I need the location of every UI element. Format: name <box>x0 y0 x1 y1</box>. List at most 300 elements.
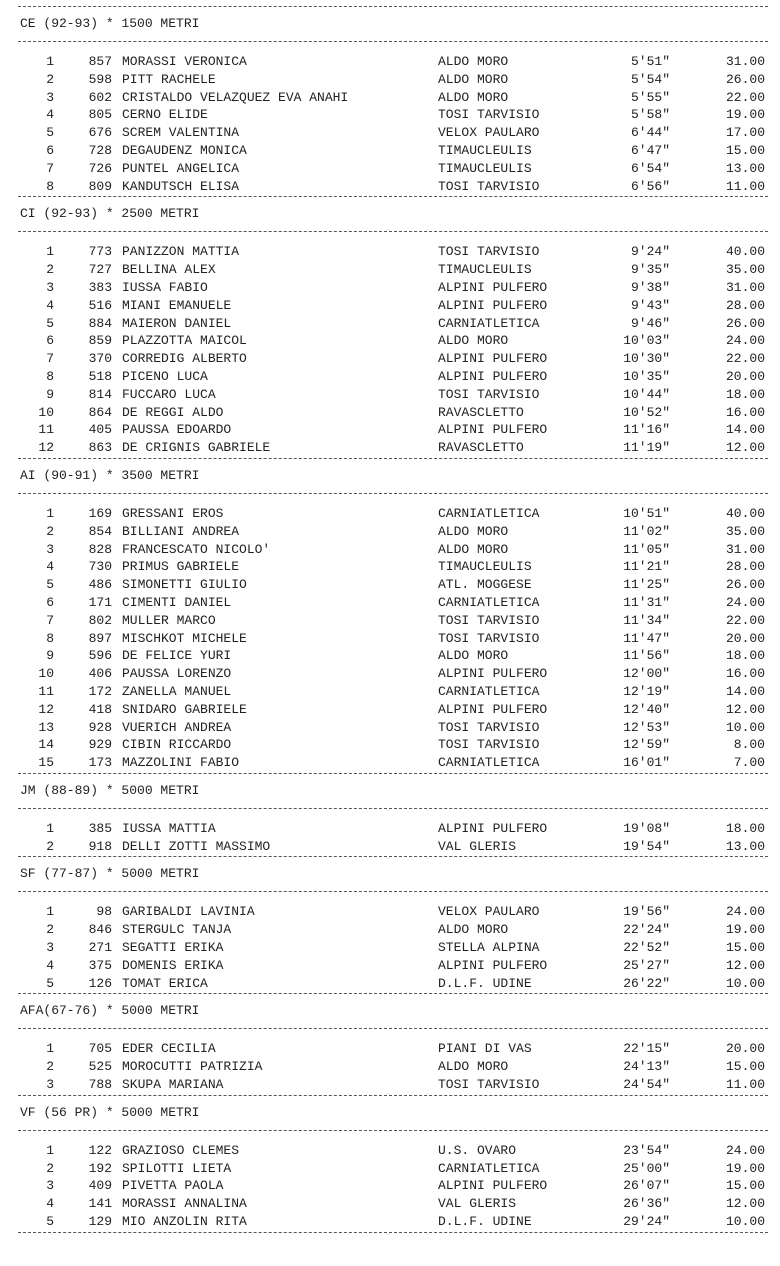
finish-time: 11'56" <box>623 648 670 664</box>
club-name: ALDO MORO <box>438 89 509 105</box>
bib-number: 730 <box>88 559 112 575</box>
result-row <box>18 1177 768 1195</box>
athlete-name: MAZZOLINI FABIO <box>122 755 240 771</box>
athlete-name: CIBIN RICCARDO <box>122 737 232 753</box>
athlete-name: PICENO LUCA <box>122 368 208 384</box>
result-row <box>18 89 768 107</box>
club-name: VELOX PAULARO <box>438 125 540 141</box>
bib-number: 516 <box>88 297 112 313</box>
athlete-name: SNIDARO GABRIELE <box>122 701 247 717</box>
club-name: ALDO MORO <box>438 71 509 87</box>
position: 6 <box>46 142 54 158</box>
bib-number: 370 <box>88 351 112 367</box>
points: 15.00 <box>725 940 765 956</box>
position: 9 <box>46 386 54 402</box>
points: 20.00 <box>725 368 765 384</box>
points: 12.00 <box>725 957 765 973</box>
bib-number: 854 <box>88 523 112 539</box>
finish-time: 11'31" <box>623 594 670 610</box>
athlete-name: MULLER MARCO <box>122 612 216 628</box>
position: 2 <box>46 71 54 87</box>
position: 5 <box>46 577 54 593</box>
result-row <box>18 243 768 261</box>
position: 2 <box>46 262 54 278</box>
points: 15.00 <box>725 142 765 158</box>
results-list <box>18 1131 768 1232</box>
points: 12.00 <box>725 1196 765 1212</box>
finish-time: 10'51" <box>623 505 670 521</box>
athlete-name: PITT RACHELE <box>122 71 216 87</box>
points: 7.00 <box>733 755 765 771</box>
club-name: VAL GLERIS <box>438 1196 517 1212</box>
position: 7 <box>46 612 54 628</box>
result-section <box>18 6 768 196</box>
club-name: U.S. OVARO <box>438 1142 517 1158</box>
points: 40.00 <box>725 505 765 521</box>
section-title: AFA(67-76) * 5000 METRI <box>20 1003 200 1019</box>
points: 24.00 <box>725 333 765 349</box>
points: 16.00 <box>725 404 765 420</box>
result-row <box>18 921 768 939</box>
bib-number: 596 <box>88 648 112 664</box>
finish-time: 10'03" <box>623 333 670 349</box>
points: 26.00 <box>725 315 765 331</box>
section-title: JM (88-89) * 5000 METRI <box>20 782 200 798</box>
athlete-name: MIO ANZOLIN RITA <box>122 1214 247 1230</box>
club-name: ALPINI PULFERO <box>438 820 548 836</box>
bib-number: 705 <box>88 1041 112 1057</box>
position: 10 <box>38 404 54 420</box>
result-row <box>18 820 768 838</box>
finish-time: 26'22" <box>623 975 670 991</box>
points: 11.00 <box>725 1077 765 1093</box>
result-row <box>18 736 768 754</box>
finish-time: 11'05" <box>623 541 670 557</box>
bib-number: 418 <box>88 701 112 717</box>
result-row <box>18 439 768 457</box>
position: 7 <box>46 160 54 176</box>
points: 31.00 <box>725 541 765 557</box>
result-row <box>18 612 768 630</box>
points: 26.00 <box>725 71 765 87</box>
result-row <box>18 297 768 315</box>
bib-number: 126 <box>88 975 112 991</box>
athlete-name: PUNTEL ANGELICA <box>122 160 240 176</box>
result-row <box>18 350 768 368</box>
bib-number: 129 <box>88 1214 112 1230</box>
result-row <box>18 315 768 333</box>
finish-time: 26'07" <box>623 1178 670 1194</box>
position: 5 <box>46 125 54 141</box>
bib-number: 383 <box>88 279 112 295</box>
athlete-name: SIMONETTI GIULIO <box>122 577 247 593</box>
finish-time: 16'01" <box>623 755 670 771</box>
club-name: RAVASCLETTO <box>438 404 524 420</box>
bib-number: 375 <box>88 957 112 973</box>
bib-number: 918 <box>88 838 112 854</box>
results-list <box>18 232 768 458</box>
finish-time: 6'56" <box>630 178 670 194</box>
result-row <box>18 386 768 404</box>
athlete-name: SEGATTI ERIKA <box>122 940 224 956</box>
result-row <box>18 1142 768 1160</box>
position: 11 <box>38 683 54 699</box>
finish-time: 9'24" <box>630 244 670 260</box>
result-row <box>18 160 768 178</box>
bib-number: 518 <box>88 368 112 384</box>
athlete-name: SPILOTTI LIETA <box>122 1160 232 1176</box>
points: 40.00 <box>725 244 765 260</box>
athlete-name: IUSSA MATTIA <box>122 820 216 836</box>
results-list <box>18 494 768 773</box>
position: 9 <box>46 648 54 664</box>
dashed-divider <box>18 1232 768 1233</box>
athlete-name: PAUSSA EDOARDO <box>122 422 232 438</box>
bib-number: 864 <box>88 404 112 420</box>
athlete-name: DOMENIS ERIKA <box>122 957 224 973</box>
club-name: TIMAUCLEULIS <box>438 142 532 158</box>
result-row <box>18 701 768 719</box>
position: 1 <box>46 54 54 69</box>
finish-time: 22'15" <box>623 1041 670 1057</box>
club-name: TIMAUCLEULIS <box>438 160 532 176</box>
bib-number: 726 <box>88 160 112 176</box>
athlete-name: PAUSSA LORENZO <box>122 666 232 682</box>
club-name: D.L.F. UDINE <box>438 975 532 991</box>
bib-number: 814 <box>88 386 112 402</box>
club-name: PIANI DI VAS <box>438 1041 532 1057</box>
club-name: CARNIATLETICA <box>438 1160 540 1176</box>
club-name: ALDO MORO <box>438 54 509 69</box>
position: 2 <box>46 922 54 938</box>
result-row <box>18 279 768 297</box>
athlete-name: MISCHKOT MICHELE <box>122 630 247 646</box>
athlete-name: CERNO ELIDE <box>122 107 208 123</box>
finish-time: 6'44" <box>630 125 670 141</box>
finish-time: 11'34" <box>623 612 670 628</box>
athlete-name: EDER CECILIA <box>122 1041 216 1057</box>
athlete-name: BILLIANI ANDREA <box>122 523 240 539</box>
finish-time: 6'54" <box>630 160 670 176</box>
position: 6 <box>46 594 54 610</box>
bib-number: 192 <box>88 1160 112 1176</box>
bib-number: 828 <box>88 541 112 557</box>
finish-time: 12'00" <box>623 666 670 682</box>
result-row <box>18 368 768 386</box>
club-name: ALPINI PULFERO <box>438 279 548 295</box>
points: 24.00 <box>725 1142 765 1158</box>
points: 12.00 <box>725 701 765 717</box>
position: 11 <box>38 422 54 438</box>
athlete-name: PLAZZOTTA MAICOL <box>122 333 247 349</box>
result-row <box>18 106 768 124</box>
finish-time: 12'19" <box>623 683 670 699</box>
athlete-name: CRISTALDO VELAZQUEZ EVA ANAHI <box>122 89 349 105</box>
position: 15 <box>38 755 54 771</box>
bib-number: 486 <box>88 577 112 593</box>
athlete-name: SCREM VALENTINA <box>122 125 240 141</box>
athlete-name: BELLINA ALEX <box>122 262 216 278</box>
athlete-name: GRESSANI EROS <box>122 505 224 521</box>
result-row <box>18 558 768 576</box>
club-name: ALDO MORO <box>438 1059 509 1075</box>
results-list <box>18 892 768 993</box>
club-name: TOSI TARVISIO <box>438 737 540 753</box>
position: 3 <box>46 1178 54 1194</box>
points: 24.00 <box>725 594 765 610</box>
athlete-name: CORREDIG ALBERTO <box>122 351 247 367</box>
finish-time: 19'08" <box>623 820 670 836</box>
points: 14.00 <box>725 422 765 438</box>
result-row <box>18 1213 768 1231</box>
athlete-name: FRANCESCATO NICOLO' <box>122 541 271 557</box>
bib-number: 406 <box>88 666 112 682</box>
club-name: ALDO MORO <box>438 523 509 539</box>
points: 11.00 <box>725 178 765 194</box>
bib-number: 171 <box>88 594 112 610</box>
points: 31.00 <box>725 279 765 295</box>
result-row <box>18 421 768 439</box>
position: 10 <box>38 666 54 682</box>
result-row <box>18 523 768 541</box>
result-row <box>18 647 768 665</box>
result-row <box>18 178 768 196</box>
result-row <box>18 594 768 612</box>
position: 3 <box>46 1077 54 1093</box>
finish-time: 23'54" <box>623 1142 670 1158</box>
finish-time: 29'24" <box>623 1214 670 1230</box>
finish-time: 12'53" <box>623 719 670 735</box>
finish-time: 25'27" <box>623 957 670 973</box>
finish-time: 11'25" <box>623 577 670 593</box>
bib-number: 897 <box>88 630 112 646</box>
results-list <box>18 809 768 857</box>
points: 16.00 <box>725 666 765 682</box>
athlete-name: MOROCUTTI PATRIZIA <box>122 1059 263 1075</box>
finish-time: 12'59" <box>623 737 670 753</box>
bib-number: 773 <box>88 244 112 260</box>
bib-number: 676 <box>88 125 112 141</box>
club-name: TOSI TARVISIO <box>438 244 540 260</box>
bib-number: 525 <box>88 1059 112 1075</box>
athlete-name: IUSSA FABIO <box>122 279 208 295</box>
finish-time: 5'55" <box>630 89 670 105</box>
result-section <box>18 1095 768 1232</box>
finish-time: 10'30" <box>623 351 670 367</box>
club-name: ALPINI PULFERO <box>438 422 548 438</box>
bib-number: 805 <box>88 107 112 123</box>
athlete-name: MORASSI ANNALINA <box>122 1196 247 1212</box>
result-row <box>18 142 768 160</box>
position: 1 <box>46 820 54 836</box>
finish-time: 9'35" <box>630 262 670 278</box>
position: 1 <box>46 244 54 260</box>
club-name: CARNIATLETICA <box>438 594 540 610</box>
athlete-name: PRIMUS GABRIELE <box>122 559 240 575</box>
result-row <box>18 903 768 921</box>
finish-time: 11'19" <box>623 440 670 456</box>
club-name: VELOX PAULARO <box>438 904 540 920</box>
points: 15.00 <box>725 1059 765 1075</box>
club-name: CARNIATLETICA <box>438 755 540 771</box>
finish-time: 5'54" <box>630 71 670 87</box>
club-name: TOSI TARVISIO <box>438 107 540 123</box>
position: 4 <box>46 297 54 313</box>
result-row <box>18 665 768 683</box>
result-row <box>18 939 768 957</box>
result-row <box>18 838 768 856</box>
bib-number: 846 <box>88 922 112 938</box>
position: 5 <box>46 975 54 991</box>
result-row <box>18 1195 768 1213</box>
points: 28.00 <box>725 297 765 313</box>
position: 5 <box>46 315 54 331</box>
points: 35.00 <box>725 262 765 278</box>
points: 22.00 <box>725 351 765 367</box>
athlete-name: DE FELICE YURI <box>122 648 232 664</box>
finish-time: 25'00" <box>623 1160 670 1176</box>
result-row <box>18 261 768 279</box>
points: 24.00 <box>725 904 765 920</box>
points: 17.00 <box>725 125 765 141</box>
position: 13 <box>38 719 54 735</box>
position: 1 <box>46 505 54 521</box>
position: 8 <box>46 368 54 384</box>
finish-time: 19'56" <box>623 904 670 920</box>
bib-number: 173 <box>88 755 112 771</box>
result-row <box>18 404 768 422</box>
position: 4 <box>46 1196 54 1212</box>
points: 22.00 <box>725 612 765 628</box>
club-name: RAVASCLETTO <box>438 440 524 456</box>
bib-number: 169 <box>88 505 112 521</box>
finish-time: 5'58" <box>630 107 670 123</box>
position: 1 <box>46 904 54 920</box>
result-section <box>18 773 768 857</box>
club-name: ALPINI PULFERO <box>438 1178 548 1194</box>
section-title: SF (77-87) * 5000 METRI <box>20 866 200 882</box>
position: 3 <box>46 89 54 105</box>
section-title: AI (90-91) * 3500 METRI <box>20 467 200 483</box>
athlete-name: GARIBALDI LAVINIA <box>122 904 255 920</box>
bib-number: 929 <box>88 737 112 753</box>
club-name: ALDO MORO <box>438 541 509 557</box>
position: 1 <box>46 1041 54 1057</box>
athlete-name: DE REGGI ALDO <box>122 404 224 420</box>
athlete-name: PIVETTA PAOLA <box>122 1178 224 1194</box>
points: 10.00 <box>725 1214 765 1230</box>
position: 4 <box>46 107 54 123</box>
club-name: ALPINI PULFERO <box>438 368 548 384</box>
club-name: TOSI TARVISIO <box>438 178 540 194</box>
athlete-name: DEGAUDENZ MONICA <box>122 142 247 158</box>
athlete-name: STERGULC TANJA <box>122 922 232 938</box>
bib-number: 928 <box>88 719 112 735</box>
points: 12.00 <box>725 440 765 456</box>
club-name: CARNIATLETICA <box>438 315 540 331</box>
bib-number: 857 <box>88 54 112 69</box>
result-row <box>18 630 768 648</box>
result-row <box>18 576 768 594</box>
bib-number: 788 <box>88 1077 112 1093</box>
points: 20.00 <box>725 630 765 646</box>
finish-time: 6'47" <box>630 142 670 158</box>
bib-number: 598 <box>88 71 112 87</box>
athlete-name: FUCCARO LUCA <box>122 386 216 402</box>
club-name: TOSI TARVISIO <box>438 630 540 646</box>
athlete-name: MAIERON DANIEL <box>122 315 232 331</box>
points: 13.00 <box>725 160 765 176</box>
bib-number: 409 <box>88 1178 112 1194</box>
club-name: ALDO MORO <box>438 922 509 938</box>
points: 19.00 <box>725 922 765 938</box>
position: 3 <box>46 541 54 557</box>
finish-time: 11'47" <box>623 630 670 646</box>
results-list <box>18 1029 768 1094</box>
result-row <box>18 71 768 89</box>
position: 14 <box>38 737 54 753</box>
bib-number: 728 <box>88 142 112 158</box>
finish-time: 19'54" <box>623 838 670 854</box>
section-title: CI (92-93) * 2500 METRI <box>20 206 200 222</box>
club-name: ALPINI PULFERO <box>438 957 548 973</box>
club-name: ATL. MOGGESE <box>438 577 532 593</box>
position: 12 <box>38 701 54 717</box>
bib-number: 859 <box>88 333 112 349</box>
section-title: VF (56 PR) * 5000 METRI <box>20 1104 200 1120</box>
athlete-name: MORASSI VERONICA <box>122 54 247 69</box>
finish-time: 12'40" <box>623 701 670 717</box>
finish-time: 24'13" <box>623 1059 670 1075</box>
result-row <box>18 505 768 523</box>
club-name: D.L.F. UDINE <box>438 1214 532 1230</box>
points: 18.00 <box>725 820 765 836</box>
club-name: CARNIATLETICA <box>438 683 540 699</box>
points: 28.00 <box>725 559 765 575</box>
result-row <box>18 332 768 350</box>
athlete-name: GRAZIOSO CLEMES <box>122 1142 240 1158</box>
finish-time: 10'35" <box>623 368 670 384</box>
points: 14.00 <box>725 683 765 699</box>
athlete-name: DELLI ZOTTI MASSIMO <box>122 838 271 854</box>
bib-number: 602 <box>88 89 112 105</box>
finish-time: 26'36" <box>623 1196 670 1212</box>
position: 2 <box>46 523 54 539</box>
results-document <box>18 6 768 1233</box>
club-name: CARNIATLETICA <box>438 505 540 521</box>
bib-number: 98 <box>96 904 112 920</box>
club-name: TOSI TARVISIO <box>438 386 540 402</box>
club-name: ALDO MORO <box>438 333 509 349</box>
position: 8 <box>46 178 54 194</box>
athlete-name: CIMENTI DANIEL <box>122 594 232 610</box>
position: 12 <box>38 440 54 456</box>
result-row <box>18 1040 768 1058</box>
result-section <box>18 856 768 993</box>
result-row <box>18 975 768 993</box>
club-name: STELLA ALPINA <box>438 940 540 956</box>
club-name: ALPINI PULFERO <box>438 666 548 682</box>
athlete-name: PANIZZON MATTIA <box>122 244 240 260</box>
finish-time: 10'44" <box>623 386 670 402</box>
bib-number: 405 <box>88 422 112 438</box>
result-row <box>18 957 768 975</box>
points: 19.00 <box>725 107 765 123</box>
club-name: ALPINI PULFERO <box>438 701 548 717</box>
club-name: ALPINI PULFERO <box>438 351 548 367</box>
position: 3 <box>46 279 54 295</box>
club-name: TIMAUCLEULIS <box>438 262 532 278</box>
